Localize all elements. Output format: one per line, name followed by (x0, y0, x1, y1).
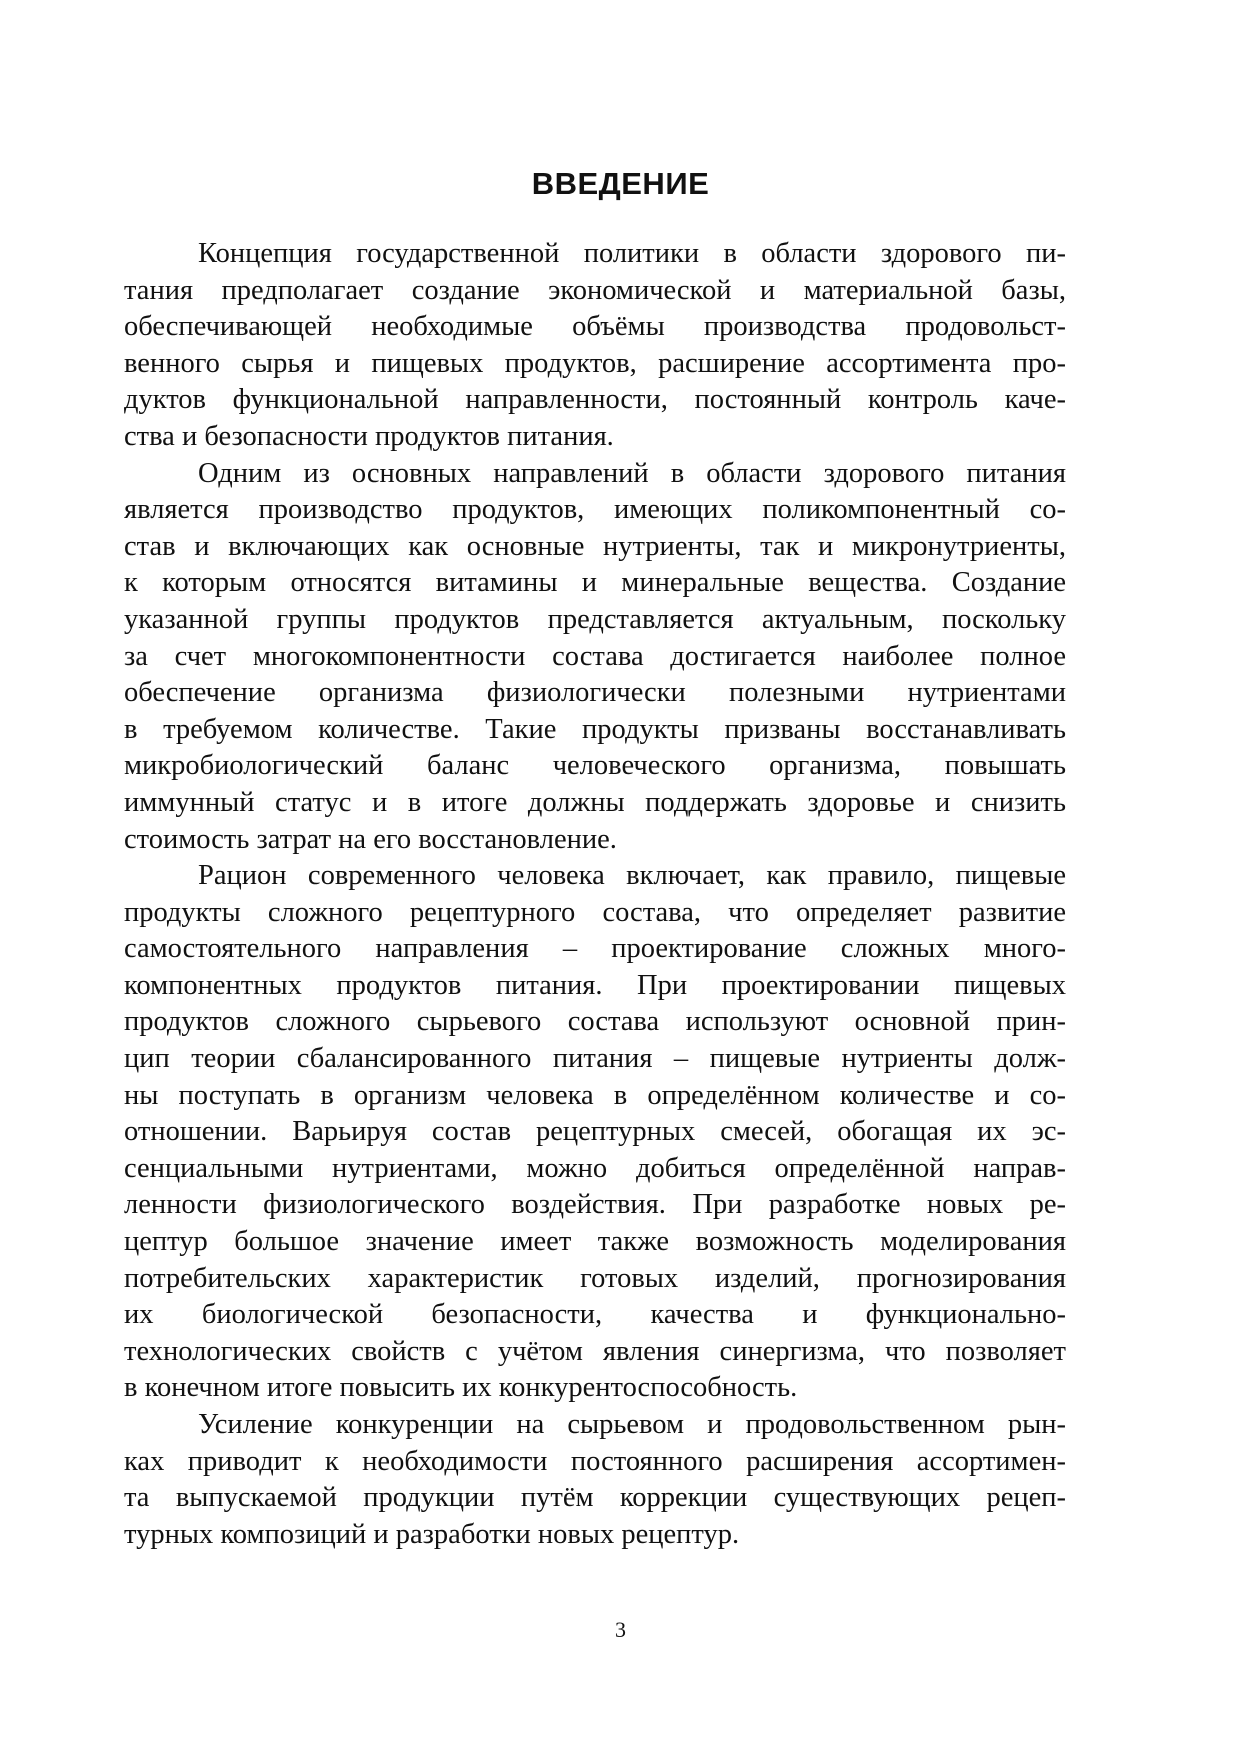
text-line: цип теории сбалансированного питания – пищевые нутриенты долж- (124, 1043, 1066, 1075)
text-line: Рацион современного человека включает, как правило, пищевые (198, 860, 1066, 892)
page-number: 3 (615, 1617, 626, 1642)
text-line: технологических свойств с учётом явления синергизма, что позволяет (124, 1335, 1066, 1367)
text-line: цептур большое значение имеет также возможность моделирования (124, 1226, 1066, 1258)
text-line: тания предполагает создание экономической и материальной базы, (124, 274, 1066, 306)
text-line: та выпускаемой продукции путём коррекции существующих рецеп- (124, 1482, 1066, 1514)
body-text (124, 236, 1066, 1553)
text-line: продуктов сложного сырьевого состава используют основной прин- (124, 1006, 1066, 1038)
text-line: указанной группы продуктов представляется актуальным, поскольку (124, 603, 1066, 635)
text-line: к которым относятся витамины и минеральные вещества. Создание (124, 567, 1066, 599)
text-line: в конечном итоге повысить их конкурентоспособность. (124, 1372, 798, 1404)
text-line: сенциальными нутриентами, можно добиться определённой направ- (124, 1152, 1066, 1184)
paragraph-4 (124, 1407, 1066, 1553)
text-line: ках приводит к необходимости постоянного расширения ассортимен- (124, 1445, 1066, 1477)
text-line: иммунный статус и в итоге должны поддержать здоровье и снизить (124, 786, 1066, 818)
text-line: ленности физиологического воздействия. При разработке новых ре- (124, 1189, 1066, 1221)
page-title: ВВЕДЕНИЕ (531, 166, 710, 201)
text-line: обеспечение организма физиологически полезными нутриентами (124, 677, 1066, 709)
text-line: турных композиций и разработки новых рецептур. (124, 1518, 740, 1550)
text-line: самостоятельного направления – проектирование сложных много- (124, 933, 1066, 965)
text-line: является производство продуктов, имеющих поликомпонентный со- (124, 494, 1066, 526)
paragraph-2 (124, 456, 1066, 859)
text-line: обеспечивающей необходимые объёмы производства продовольст- (124, 311, 1066, 343)
text-line: компонентных продуктов питания. При проектировании пищевых (124, 969, 1066, 1001)
text-line: микробиологический баланс человеческого организма, повышать (124, 750, 1066, 782)
text-line: ны поступать в организм человека в определённом количестве и со- (124, 1079, 1066, 1111)
text-line: ства и безопасности продуктов питания. (124, 420, 614, 452)
text-line: продукты сложного рецептурного состава, что определяет развитие (124, 896, 1066, 928)
text-line: став и включающих как основные нутриенты, так и микронутриенты, (124, 530, 1066, 562)
text-line: венного сырья и пищевых продуктов, расширение ассортимента про- (124, 347, 1066, 379)
text-line: дуктов функциональной направленности, постоянный контроль каче- (124, 384, 1066, 416)
text-line: Концепция государственной политики в области здорового пи- (198, 238, 1066, 269)
text-line: потребительских характеристик готовых изделий, прогнозирования (124, 1262, 1066, 1294)
text-line: Усиление конкуренции на сырьевом и продовольственном рын- (198, 1409, 1066, 1440)
text-line: в требуемом количестве. Такие продукты призваны восстанавливать (124, 713, 1066, 745)
text-line: за счет многокомпонентности состава достигается наиболее полное (124, 640, 1066, 672)
text-line: стоимость затрат на его восстановление. (124, 823, 617, 855)
paragraph-1 (124, 236, 1066, 456)
paragraph-3 (124, 858, 1066, 1407)
text-line: Одним из основных направлений в области здорового питания (198, 457, 1066, 489)
text-line: их биологической безопасности, качества и функционально- (124, 1299, 1066, 1331)
text-line: отношении. Варьируя состав рецептурных смесей, обогащая их эс- (124, 1116, 1066, 1148)
